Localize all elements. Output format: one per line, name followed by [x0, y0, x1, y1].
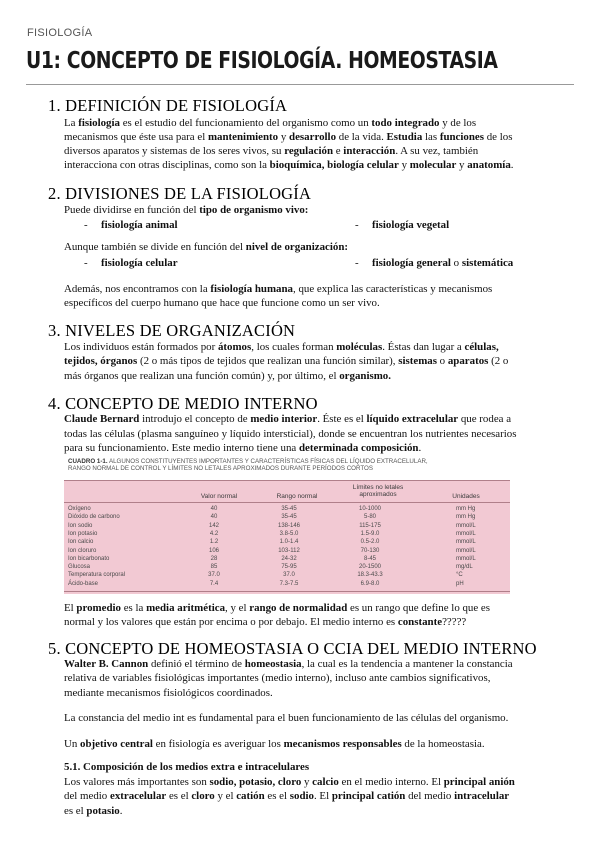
unit-title: U1: CONCEPTO DE FISIOLOGÍA. HOMEOSTASIA — [26, 46, 498, 74]
table-caption-area — [64, 457, 510, 480]
table-cell: mmol/L — [456, 547, 476, 554]
section-1-heading: 1. DEFINICIÓN DE FISIOLOGÍA — [48, 96, 288, 115]
table-cell: 6.9-8.0 — [360, 580, 380, 587]
table-cell: 0.5-2.0 — [360, 539, 380, 546]
table-header-limites: Límites no letales aproximados — [352, 484, 404, 498]
table-cell: pH — [456, 580, 464, 587]
section-3-heading: 3. NIVELES DE ORGANIZACIÓN — [48, 321, 296, 340]
table-cell: 18.3-43.3 — [357, 572, 383, 579]
s3-line-2: tejidos, órganos (2 o más tipos de tejidos que realizan una función similar), sistemas o aparatos (2 o — [64, 355, 509, 367]
table-cell: Oxígeno — [68, 506, 91, 512]
table-cell: Glucosa — [68, 564, 91, 571]
table-cell: 24-32 — [281, 555, 297, 562]
s4-line-2: todas las células (plasma sanguíneo y líquido intersticial), donde se encuentran los nutrientes necesarios — [64, 428, 517, 440]
table-cell: 106 — [208, 547, 219, 554]
s2-bullet-animal: fisiología animal — [101, 219, 178, 231]
s5-line-3: mediante mecanismos fisiológicos coordinados. — [64, 687, 273, 699]
table-header-rule — [64, 502, 510, 503]
s4-line-3: para su funcionamiento. Este medio interno tiene una determinada composición. — [64, 442, 422, 454]
table-header-rango: Rango normal — [276, 493, 318, 500]
table-cell: 142 — [208, 522, 219, 529]
table-cell: 70-130 — [360, 547, 380, 554]
s2-bullet-dash-4: - — [355, 257, 359, 269]
s2-bullet-vegetal: fisiología vegetal — [372, 219, 450, 231]
s5-para-3: Un objetivo central en fisiología es averiguar los mecanismos responsables de la homeostasia. — [64, 738, 485, 750]
s2-para-3-line-1: Además, nos encontramos con la fisiología humana, que explica las características y mecanismos — [64, 283, 493, 295]
table-cell: mmol/L — [456, 522, 476, 529]
s1-line-1: La fisiología es el estudio del funcionamiento del organismo como un todo integrado y de los — [64, 117, 477, 129]
table-cell: 75-95 — [281, 564, 297, 571]
table-cell: 4.2 — [209, 530, 219, 537]
s2-para-1: Puede dividirse en función del tipo de organismo vivo: — [64, 204, 309, 216]
s2-para-2: Aunque también se divide en función del nivel de organización: — [64, 241, 349, 253]
table-cell: 20-1500 — [358, 564, 382, 571]
section-5-heading: 5. CONCEPTO DE HOMEOSTASIA O CCIA DEL MEDIO INTERNO — [48, 639, 537, 658]
table-cell: 103-112 — [278, 547, 300, 554]
table-bottom-rule — [64, 591, 510, 592]
s2-bullet-dash-1: - — [84, 219, 88, 231]
table-cell: 37.0 — [283, 572, 295, 579]
table-cell: 1.2 — [209, 539, 219, 546]
table-cell: mmol/L — [456, 555, 476, 562]
table-cell: mm Hg — [456, 514, 476, 521]
s2-para-3-line-2: específicos del cuerpo humano que hace que funcione como un ser vivo. — [64, 297, 380, 309]
table-cell: Temperatura corporal — [68, 572, 126, 579]
s2-bullet-dash-2: - — [355, 219, 359, 231]
s2-bullet-celular: fisiología celular — [101, 257, 178, 269]
table-cell: 40 — [210, 514, 218, 521]
s3-line-3: más órganos que realizan una función común) y, por último, el organismo. — [64, 370, 391, 382]
table-cell: 3.8-5.0 — [279, 530, 299, 537]
table-cell: 35-45 — [281, 506, 297, 512]
title-divider — [26, 84, 574, 85]
table-cell: 28 — [210, 555, 218, 562]
s4-after-line-1: El promedio es la media aritmética, y el rango de normalidad es un rango que define lo que es — [64, 602, 491, 614]
s5-para-2: La constancia del medio int es fundamental para el buen funcionamiento de las células del organismo. — [64, 712, 509, 724]
table-cell: 7.4 — [209, 580, 219, 587]
s1-line-2: mecanismos que éste usa para el mantenimiento y desarrollo de la vida. Estudia las funciones de los — [64, 131, 513, 143]
table-caption: CUADRO 1-1. ALGUNOS CONSTITUYENTES IMPORTANTES Y CARACTERÍSTICAS FÍSICAS DEL LÍQUIDO EXTRACELULAR, RANGO NORMAL DE CONTROL Y LÍMITES NO LETALES APROXIMADOS DURANTE PERÍODOS CORTOS — [68, 458, 428, 472]
table-cell: 10-1000 — [358, 506, 382, 512]
s5-comp-line-3: es el potasio. — [64, 805, 123, 817]
s5-subheading: 5.1. Composición de los medios extra e intracelulares — [64, 761, 310, 773]
s1-line-3: diversos aparatos y sistemas de los seres vivos, su regulación e interacción. A su vez, también — [64, 145, 479, 157]
table-cell: Ácido-base — [68, 580, 99, 587]
table-cell: 1.0-1.4 — [279, 539, 299, 546]
s5-comp-line-1: Los valores más importantes son sodio, potasio, cloro y calcio en el medio interno. El principal anión — [64, 776, 515, 788]
table-cell: Dióxido de carbono — [68, 514, 120, 521]
table-cell: 138-146 — [277, 522, 301, 529]
table-cell: Ion potasio — [68, 530, 98, 537]
table-cell: Ion sodio — [68, 522, 93, 529]
table-header-unidades: Unidades — [452, 493, 480, 500]
table-cell: Ion calcio — [68, 539, 94, 546]
table-cell: 7.3-7.5 — [279, 580, 299, 587]
s1-line-4: interacciona con otras disciplinas, como son la bioquímica, biología celular y molecular y anatomía. — [64, 159, 514, 171]
table-cell: 85 — [210, 564, 218, 571]
table-cell: 35-45 — [281, 514, 297, 521]
table-cell: mm Hg — [456, 506, 476, 512]
table-cell: 1.5-9.0 — [360, 530, 380, 537]
table-cell: 8-45 — [363, 555, 376, 562]
section-4-heading: 4. CONCEPTO DE MEDIO INTERNO — [48, 394, 318, 413]
table-cell: mmol/L — [456, 539, 476, 546]
table-cell: 40 — [210, 506, 218, 512]
table-top-rule — [64, 480, 510, 481]
table-cell: 5-80 — [363, 514, 376, 521]
s4-line-1: Claude Bernard introdujo el concepto de medio interior. Éste es el líquido extracelular que rodea a — [64, 413, 512, 425]
table-cell: Ion bicarbonato — [68, 555, 110, 562]
table-cell: 37.0 — [208, 572, 220, 579]
section-2-heading: 2. DIVISIONES DE LA FISIOLOGÍA — [48, 184, 312, 203]
extracellular-fluid-table — [64, 457, 510, 594]
s2-bullet-general: fisiología general o sistemática — [372, 257, 514, 269]
table-header-valor: Valor normal — [200, 493, 238, 500]
s3-line-1: Los individuos están formados por átomos, los cuales forman moléculas. Éstas dan lugar a células, — [64, 341, 499, 353]
s2-bullet-dash-3: - — [84, 257, 88, 269]
table-cell: 115-175 — [359, 522, 381, 529]
table-cell: Ion cloruro — [68, 547, 97, 554]
table-cell: °C — [456, 572, 463, 579]
s4-after-line-2: normal y los valores que están por encima o por debajo. El medio interno es constante????? — [64, 616, 467, 628]
subject-label: FISIOLOGÍA — [27, 27, 93, 39]
table-cell: mg/dL — [456, 564, 473, 571]
s5-comp-line-2: del medio extracelular es el cloro y el catión es el sodio. El principal catión del medio intracelular — [64, 790, 510, 802]
table-cell: mmol/L — [456, 530, 476, 537]
s5-line-1: Walter B. Cannon definió el término de homeostasia, la cual es la tendencia a mantener la constancia — [64, 658, 513, 670]
s5-line-2: relativa de variables fisiológicas importantes (medio interno), incluso ante cambios significativos, — [64, 672, 491, 684]
